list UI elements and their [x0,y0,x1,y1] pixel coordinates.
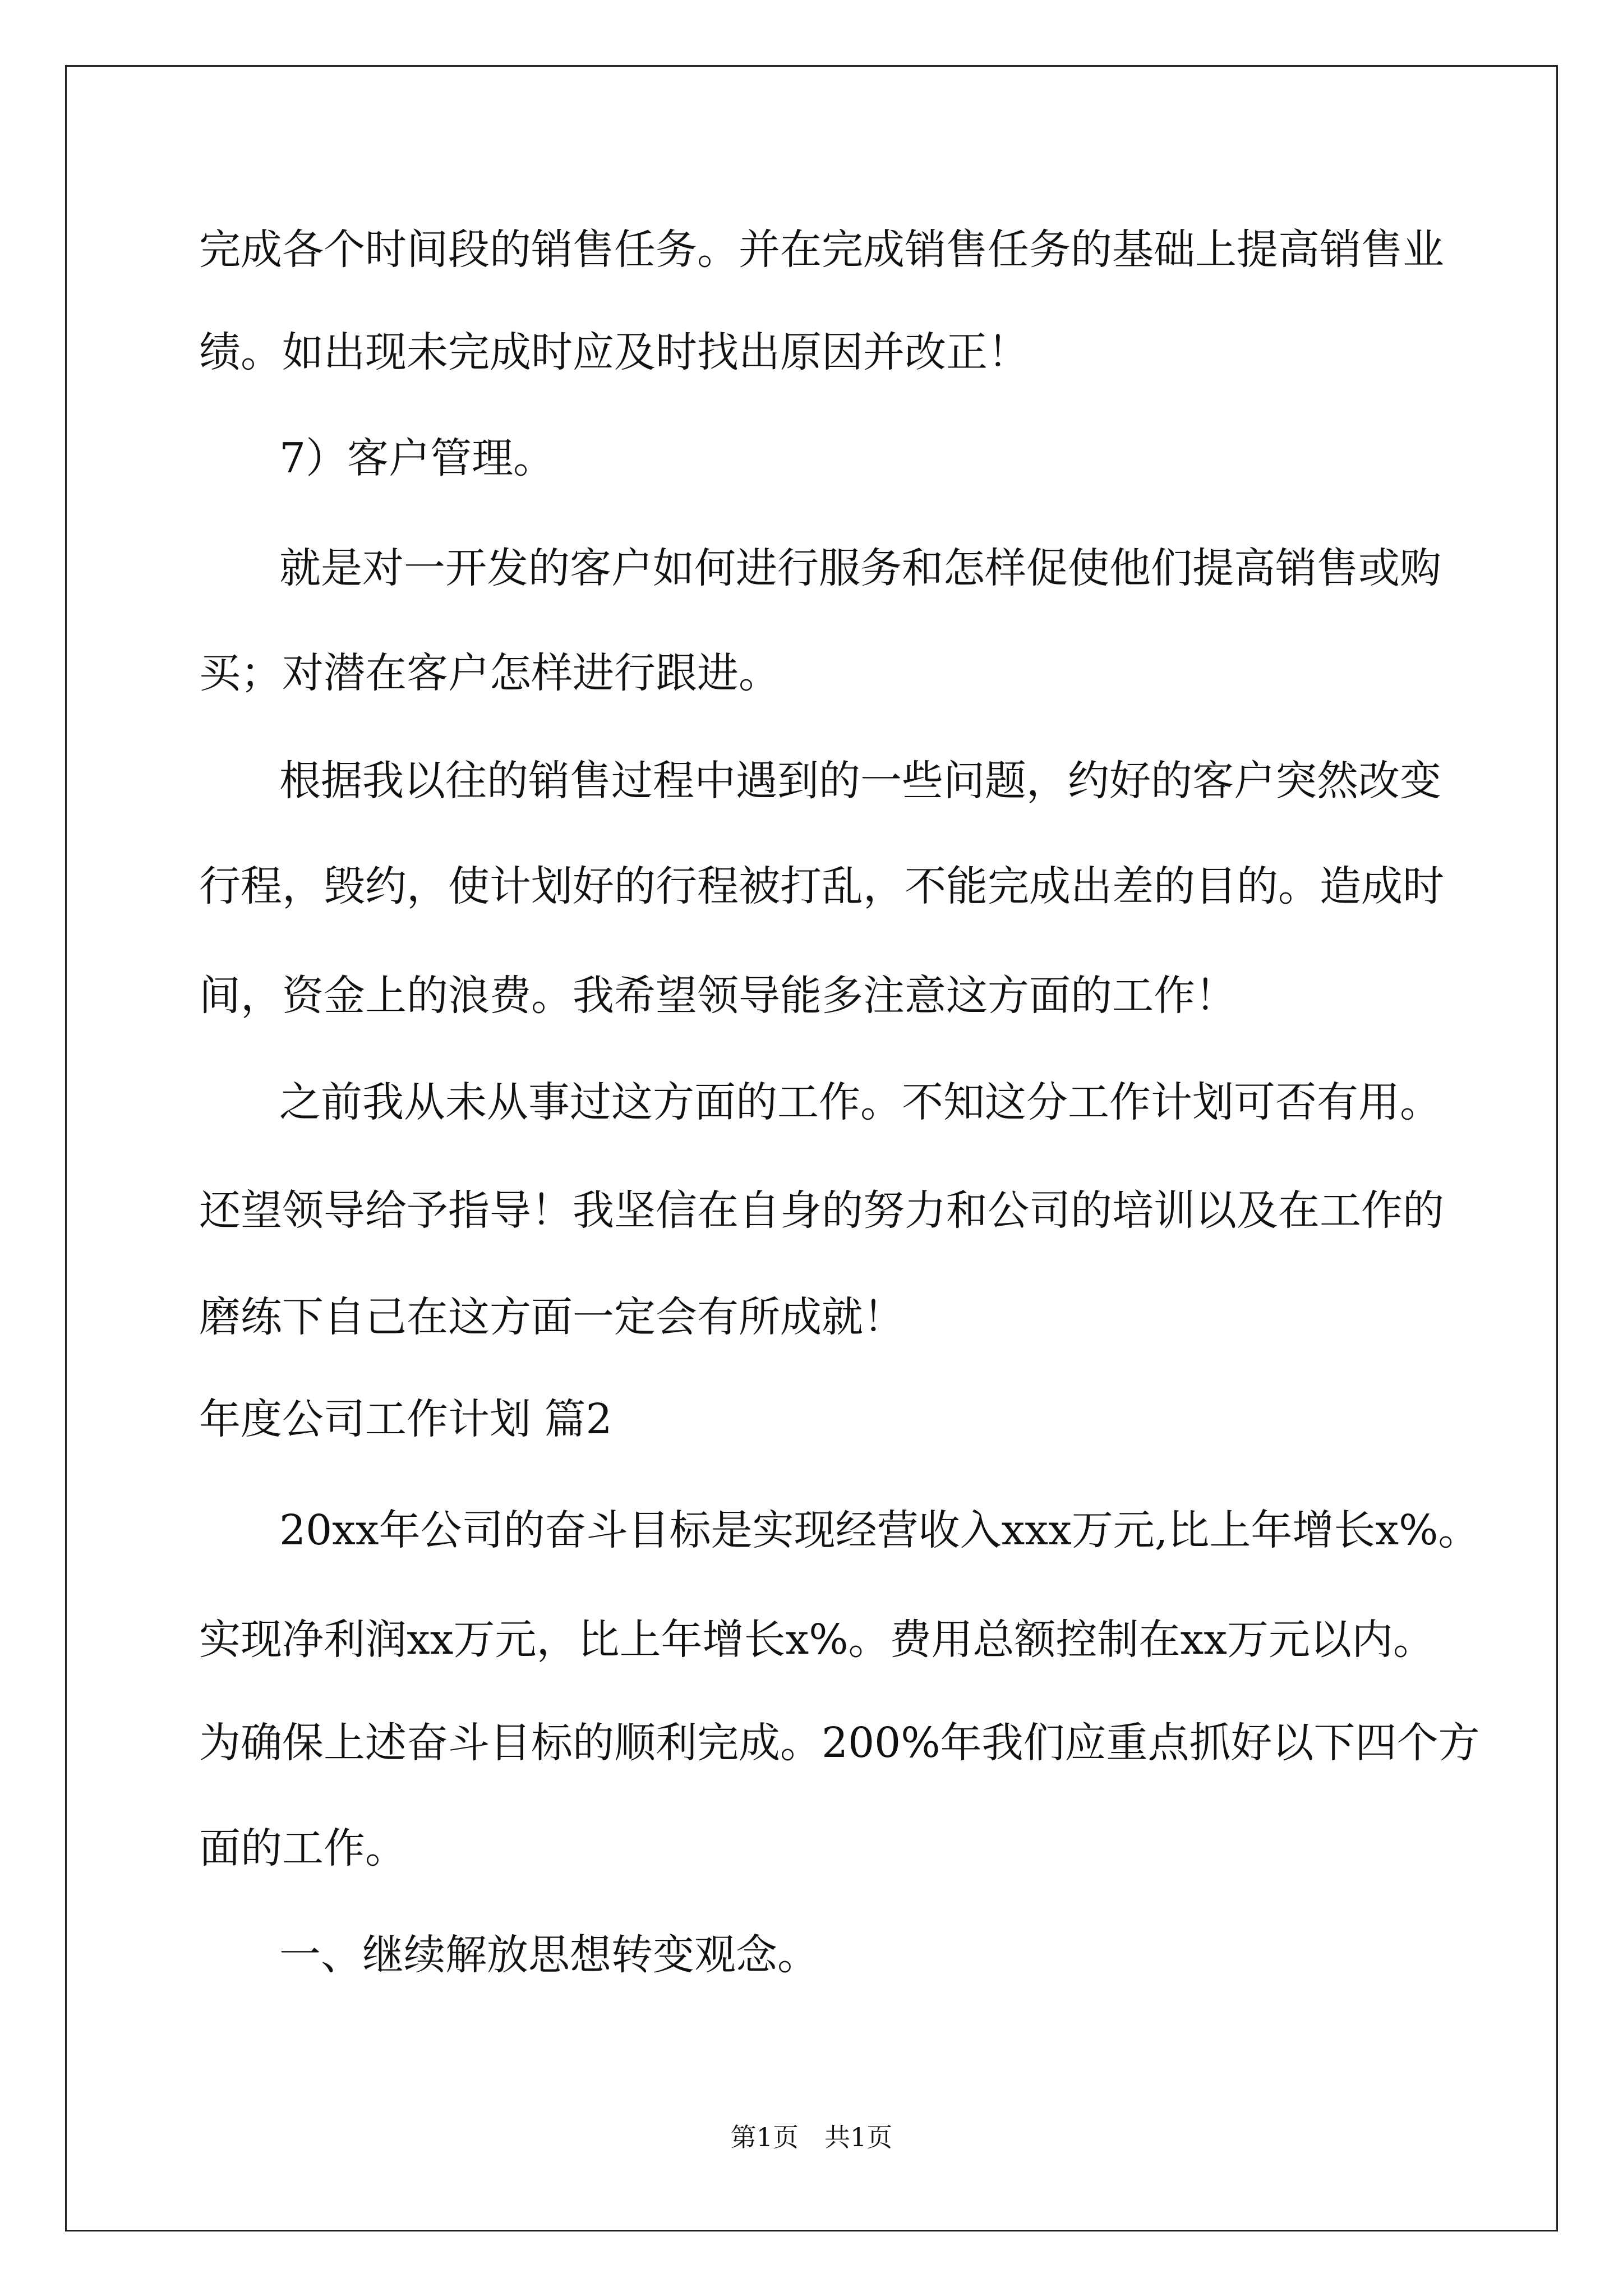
page-border [65,65,1558,2231]
section-heading: 年度公司工作计划 篇2 [199,1395,612,1443]
body-line-4: 就是对一开发的客户如何进行服务和怎样促使他们提高销售或购 [279,544,1441,592]
body-line-8: 间，资金上的浪费。我希望领导能多注意这方面的工作！ [199,972,1237,1020]
list-item-7: 7）客户管理。 [279,434,555,482]
page-footer: 第1页 共1页 [730,2122,893,2152]
body-line-9: 之前我从未从事过这方面的工作。不知这分工作计划可否有用。 [279,1078,1441,1126]
list-item-1: 一、继续解放思想转变观念。 [279,1931,819,1979]
body-line-1: 完成各个时间段的销售任务。并在完成销售任务的基础上提高销售业 [199,226,1444,274]
body-line-2: 绩。如出现未完成时应及时找出原因并改正！ [199,328,1029,376]
body-line-5: 买；对潜在客户怎样进行跟进。 [199,649,780,697]
body-line-11: 磨练下自己在这方面一定会有所成就！ [199,1293,905,1341]
body-line-15: 为确保上述奋斗目标的顺利完成。200%年我们应重点抓好以下四个方 [199,1719,1480,1767]
body-line-6: 根据我以往的销售过程中遇到的一些问题，约好的客户突然改变 [279,757,1441,805]
body-line-10: 还望领导给予指导！我坚信在自身的努力和公司的培训以及在工作的 [199,1186,1444,1235]
body-line-14: 实现净利润xx万元，比上年增长x%。费用总额控制在xx万元以内。 [199,1616,1435,1664]
body-line-7: 行程，毁约，使计划好的行程被打乱，不能完成出差的目的。造成时 [199,862,1444,910]
body-line-16: 面的工作。 [199,1824,407,1872]
body-line-13: 20xx年公司的奋斗目标是实现经营收入xxx万元,比上年增长x%。 [279,1506,1480,1554]
